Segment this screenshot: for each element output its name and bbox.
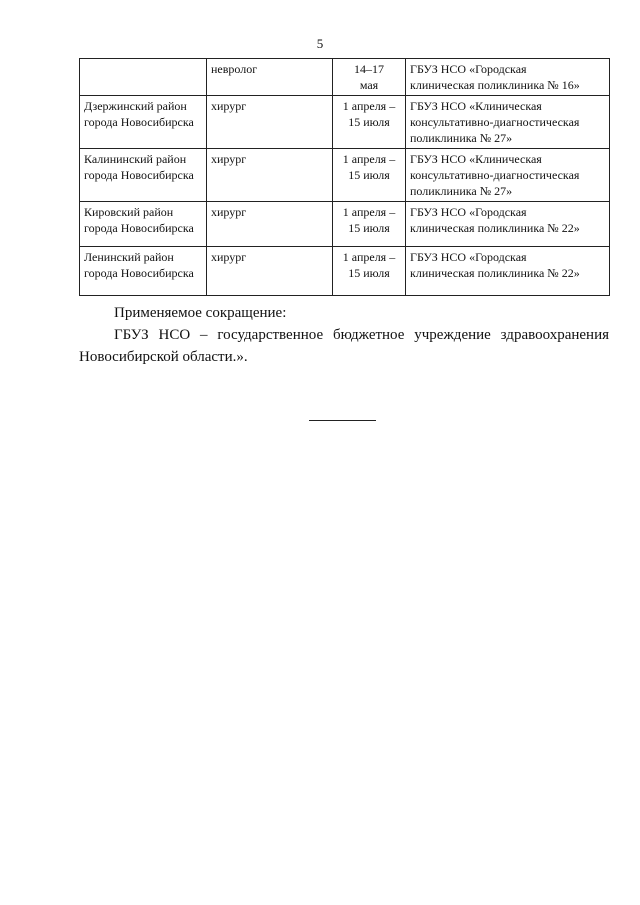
institution-cell (406, 247, 610, 296)
district-line: города Новосибирска (84, 266, 194, 280)
institution-line: ГБУЗ НСО «Городская (410, 250, 527, 264)
abbreviation-heading: Применяемое сокращение: (114, 305, 287, 321)
period-cell (333, 247, 406, 296)
period-cell (333, 202, 406, 247)
institution-line: ГБУЗ НСО «Клиническая (410, 152, 542, 166)
district-line: Дзержинский район (84, 99, 187, 113)
specialist-cell (207, 149, 333, 202)
period-line: 1 апреля – (342, 205, 396, 219)
district-line: Ленинский район (84, 250, 174, 264)
period-line: 15 июля (348, 221, 390, 235)
period-line: 1 апреля – (342, 250, 396, 264)
abbreviation-definition-line: ГБУЗ НСО – государственное бюджетное учреждение здравоохранения (114, 327, 609, 343)
specialist-text: хирург (211, 99, 247, 113)
schedule-table (79, 58, 610, 296)
institution-line: клиническая поликлиника № 22» (410, 221, 580, 235)
institution-line: клиническая поликлиника № 22» (410, 266, 580, 280)
institution-line: консультативно-диагностическая (410, 115, 580, 129)
specialist-cell (207, 96, 333, 149)
district-cell (80, 149, 207, 202)
district-line: города Новосибирска (84, 221, 194, 235)
abbreviation-definition-line: Новосибирской области.». (79, 349, 248, 365)
district-line: Кировский район (84, 205, 174, 219)
period-cell (333, 59, 406, 96)
specialist-cell (207, 59, 333, 96)
period-cell (333, 149, 406, 202)
specialist-cell (207, 202, 333, 247)
institution-line: ГБУЗ НСО «Клиническая (410, 99, 542, 113)
district-cell (80, 247, 207, 296)
table-row (80, 202, 610, 247)
district-line: города Новосибирска (84, 115, 194, 129)
table-row (80, 247, 610, 296)
district-line: Калининский район (84, 152, 187, 166)
district-cell (80, 202, 207, 247)
district-cell (80, 59, 207, 96)
institution-cell (406, 202, 610, 247)
period-line: 15 июля (348, 266, 390, 280)
institution-line: поликлиника № 27» (410, 184, 513, 198)
table-row (80, 149, 610, 202)
specialist-text: хирург (211, 152, 247, 166)
institution-line: ГБУЗ НСО «Городская (410, 62, 527, 76)
table-row (80, 96, 610, 149)
period-line: 15 июля (348, 168, 390, 182)
period-line: 1 апреля – (342, 152, 396, 166)
period-line: 15 июля (348, 115, 390, 129)
period-line: 1 апреля – (342, 99, 396, 113)
district-cell (80, 96, 207, 149)
table-row (80, 59, 610, 96)
page-number: 5 (316, 36, 324, 51)
institution-cell (406, 149, 610, 202)
institution-cell (406, 96, 610, 149)
institution-line: ГБУЗ НСО «Городская (410, 205, 527, 219)
institution-cell (406, 59, 610, 96)
specialist-cell (207, 247, 333, 296)
period-line: мая (359, 78, 379, 92)
abbreviation-section (79, 302, 609, 368)
institution-line: консультативно-диагностическая (410, 168, 580, 182)
specialist-text: хирург (211, 205, 247, 219)
institution-line: клиническая поликлиника № 16» (410, 78, 580, 92)
period-cell (333, 96, 406, 149)
specialist-text: невролог (211, 62, 258, 76)
district-line: города Новосибирска (84, 168, 194, 182)
closing-divider (309, 420, 376, 421)
period-line: 14–17 (354, 62, 384, 76)
institution-line: поликлиника № 27» (410, 131, 513, 145)
specialist-text: хирург (211, 250, 247, 264)
